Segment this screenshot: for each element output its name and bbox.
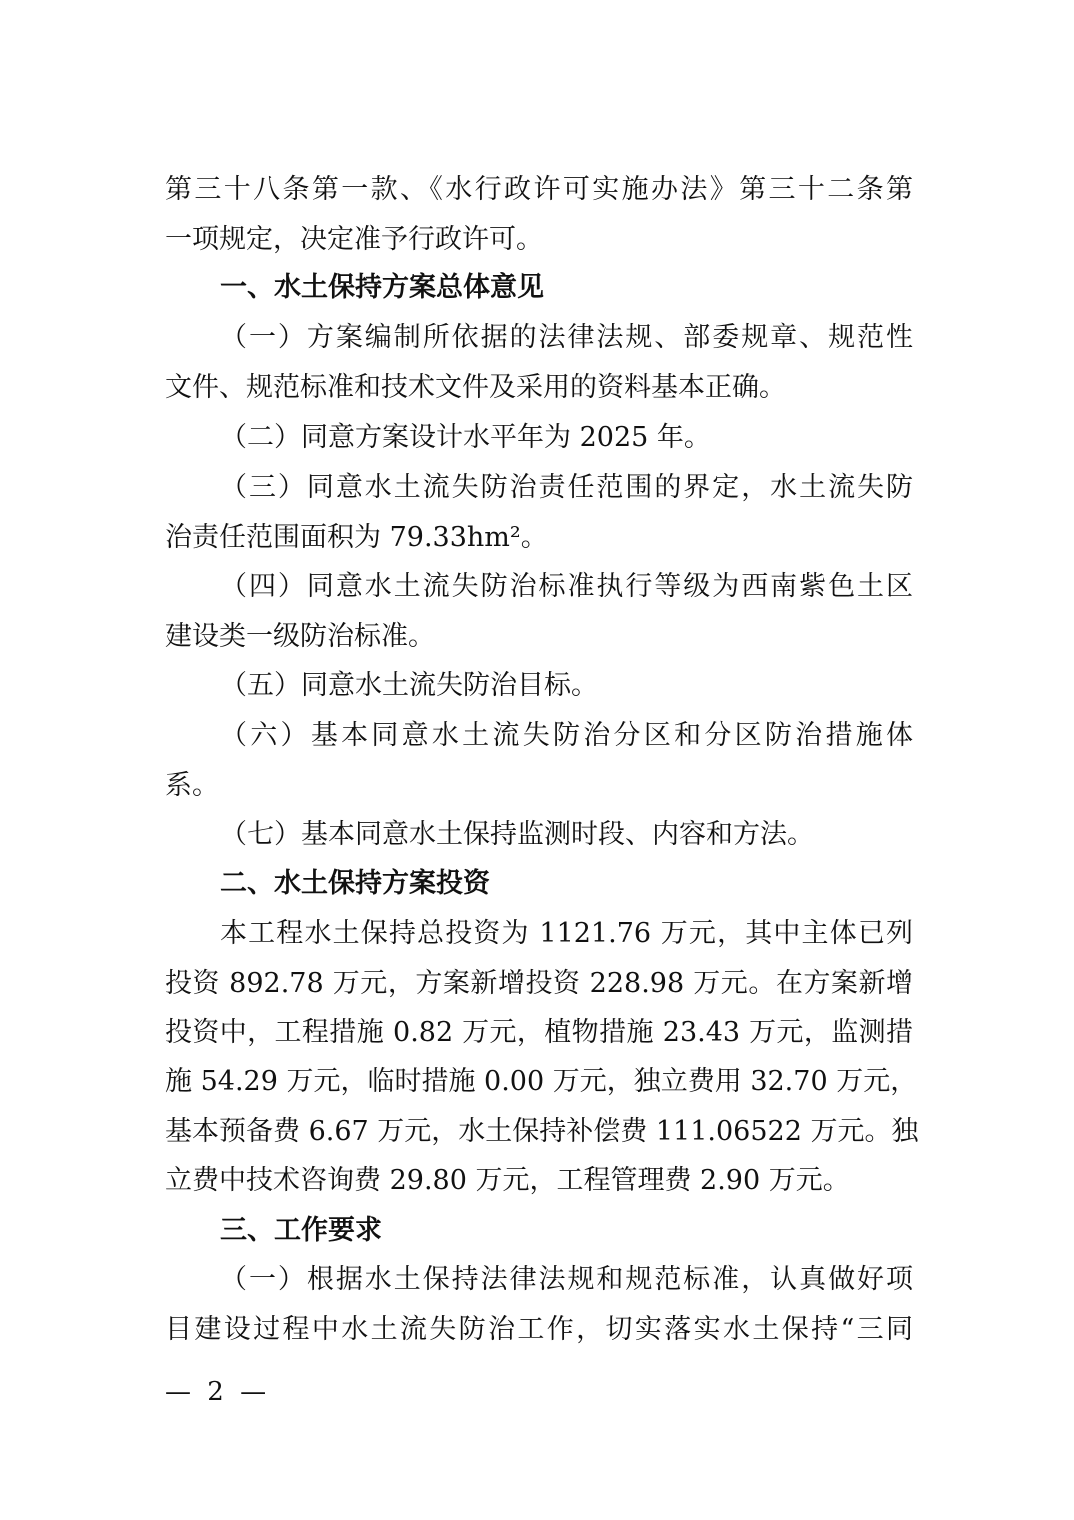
paragraph-line: 第三十八条第一款、《水行政许可实施办法》第三十二条第 (165, 174, 913, 205)
paragraph-line: 治责任范围面积为 79.33hm²。 (165, 522, 548, 553)
paragraph-line: 基本预备费 6.67 万元，水土保持补偿费 111.06522 万元。独 (165, 1116, 919, 1147)
paragraph-line: （七）基本同意水土保持监测时段、内容和方法。 (220, 819, 814, 850)
paragraph-line: （三）同意水土流失防治责任范围的界定，水土流失防 (220, 472, 913, 503)
section-heading-3: 三、工作要求 (220, 1215, 382, 1246)
paragraph-line: （六）基本同意水土流失防治分区和分区防治措施体 (220, 720, 913, 751)
page-number: — 2 — (165, 1377, 271, 1407)
paragraph-line: 投资 892.78 万元，方案新增投资 228.98 万元。在方案新增 (165, 968, 913, 999)
paragraph-line: （一）方案编制所依据的法律法规、部委规章、规范性 (220, 322, 913, 353)
paragraph-line: 一项规定，决定准予行政许可。 (165, 224, 543, 255)
paragraph-line: 立费中技术咨询费 29.80 万元，工程管理费 2.90 万元。 (165, 1165, 850, 1196)
section-heading-2: 二、水土保持方案投资 (220, 868, 490, 899)
paragraph-line: （五）同意水土流失防治目标。 (220, 670, 598, 701)
paragraph-line: 系。 (165, 770, 219, 801)
paragraph-line: 文件、规范标准和技术文件及采用的资料基本正确。 (165, 372, 786, 403)
section-heading-1: 一、水土保持方案总体意见 (220, 272, 544, 303)
paragraph-line: （一）根据水土保持法律法规和规范标准，认真做好项 (220, 1264, 913, 1295)
paragraph-line: （二）同意方案设计水平年为 2025 年。 (220, 422, 711, 453)
paragraph-line: 施 54.29 万元，临时措施 0.00 万元，独立费用 32.70 万元， (165, 1066, 918, 1097)
paragraph-line: 目建设过程中水土流失防治工作，切实落实水土保持“三同 (165, 1314, 913, 1345)
paragraph-line: 本工程水土保持总投资为 1121.76 万元，其中主体已列 (220, 918, 913, 949)
paragraph-line: 投资中，工程措施 0.82 万元，植物措施 23.43 万元，监测措 (165, 1017, 913, 1048)
paragraph-line: 建设类一级防治标准。 (165, 621, 435, 652)
paragraph-line: （四）同意水土流失防治标准执行等级为西南紫色土区 (220, 571, 913, 602)
